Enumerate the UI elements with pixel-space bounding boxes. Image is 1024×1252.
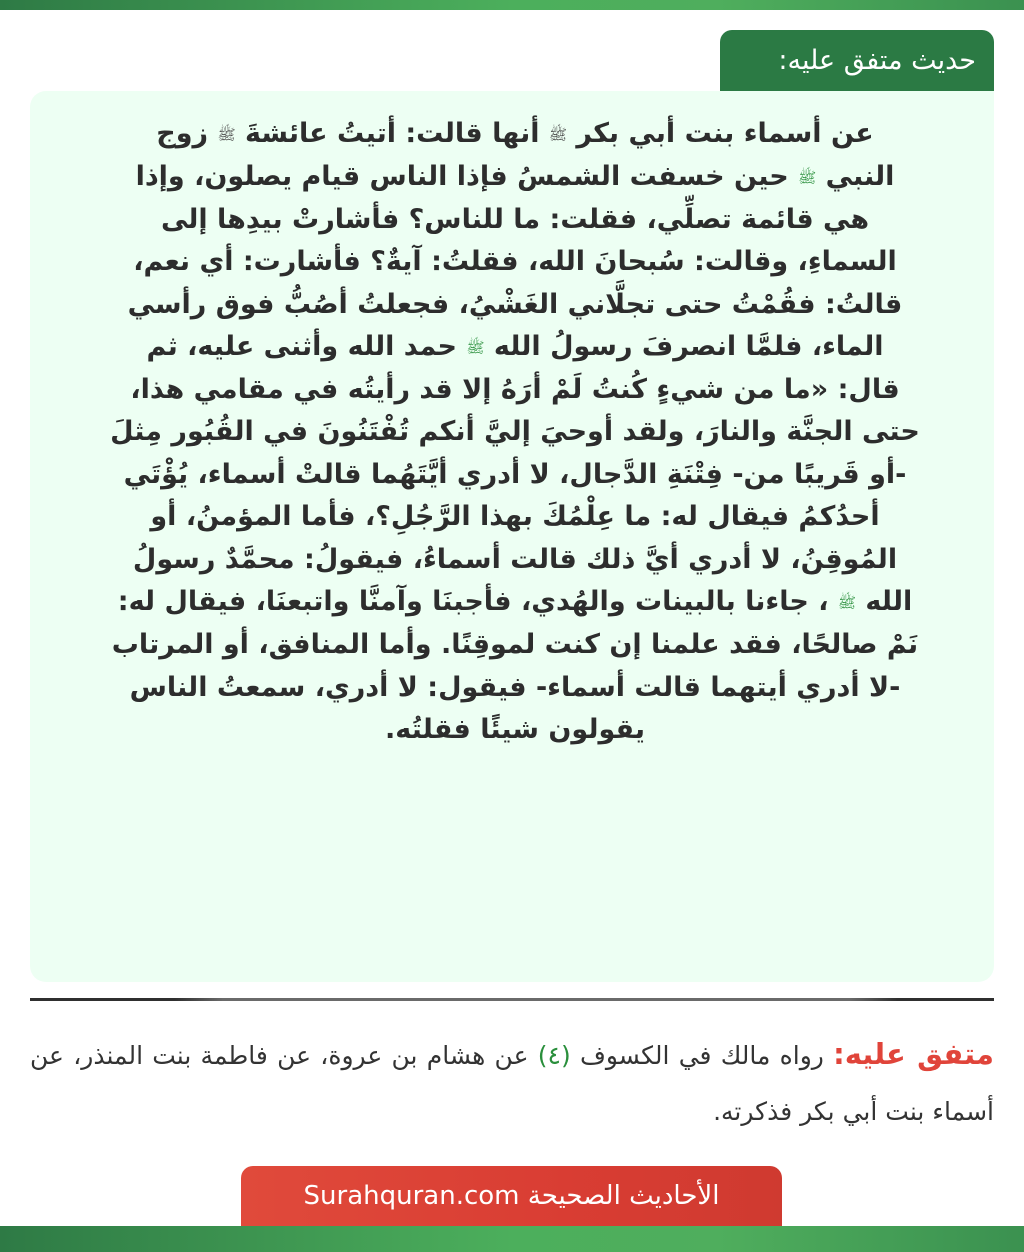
site-branding-label: الأحاديث الصحيحة Surahquran.com: [303, 1181, 720, 1211]
hadith-text-segment: الماء، فلمَّا انصرفَ رسولُ الله: [493, 331, 884, 362]
hadith-line: السماءِ، وقالت: سُبحانَ الله، فقلتُ: آيةٌ؟ فأشارت: أي نعم،: [133, 246, 897, 277]
hadith-line: قالتُ: فقُمْتُ حتى تجلَّاني الغَشْيُ، فجعلتُ أصُبُّ فوق رأسي: [127, 288, 903, 320]
reference-number: (٤): [537, 1041, 571, 1070]
hadith-line: [60, 113, 970, 156]
top-decorative-bar: [0, 0, 1024, 10]
hadith-text-segment: عن أسماء بنت أبي بكر: [576, 118, 874, 149]
bottom-decorative-bar: [0, 1226, 1024, 1252]
hadith-line: يقولون شيئًا فقلتُه.: [385, 714, 645, 745]
hadith-text-segment: زوج: [156, 118, 209, 149]
radiallahu-anha-icon: ﷺ: [217, 125, 236, 144]
takhrij-label: متفق عليه:: [833, 1037, 994, 1071]
salallahu-alayhi-wasallam-icon: ﷺ: [837, 593, 857, 612]
hadith-line: [60, 156, 970, 199]
hadith-line: -أو قَريبًا من- فِتْنَةِ الدَّجال، لا أدري أيَّتَهُما قالتْ أسماء، يُؤْتَي: [123, 458, 907, 490]
hadith-text-box: [30, 91, 994, 982]
takhrij-text: رواه مالك في الكسوف: [570, 1041, 834, 1070]
hadith-type-badge: [720, 30, 994, 92]
salallahu-alayhi-wasallam-icon: ﷺ: [798, 168, 817, 186]
hadith-body: [60, 113, 970, 752]
hadith-line: حتى الجنَّة والنارَ، ولقد أوحيَ إليَّ أنكم تُفْتَنُونَ في القُبُور مِثلَ: [110, 416, 920, 448]
hadith-line: [60, 581, 970, 624]
takhrij-paragraph: [30, 1026, 994, 1140]
hadith-text-segment: حمد الله وأثنى عليه، ثم: [146, 331, 457, 362]
hadith-line: -لا أدري أيتهما قالت أسماء- فيقول: لا أدري، سمعتُ الناس: [129, 671, 901, 703]
section-divider: [30, 998, 994, 1001]
hadith-text-segment: النبي: [825, 160, 895, 192]
hadith-line: هي قائمة تصلِّي، فقلت: ما للناس؟ فأشارتْ بيدِها إلى: [160, 203, 870, 235]
hadith-line: قال: «ما من شيءٍ كُنتُ لَمْ أرَهُ إلا قد رأيتُه في مقامي هذا،: [130, 373, 900, 405]
radiallahu-anhuma-icon: ﷺ: [548, 125, 568, 144]
salallahu-alayhi-wasallam-icon: ﷺ: [466, 338, 485, 357]
hadith-text-segment: الله: [865, 586, 913, 618]
takhrij-text: عن هشام بن عروة، عن فاطمة بنت المنذر، عن أسماء بنت أبي بكر فذكرته.: [30, 1041, 994, 1126]
hadith-text-segment: ، جاءنا بالبينات والهُدي، فأجبنَا وآمنَّا واتبعنَا، فيقال له:: [117, 586, 829, 618]
hadith-line: أحدُكمُ فيقال له: ما عِلْمُكَ بهذا الرَّجُلِ؟، فأما المؤمنُ، أو: [150, 501, 880, 533]
hadith-text-segment: حين خسفت الشمسُ فإذا الناس قيام يصلون، وإذا: [135, 160, 789, 192]
hadith-line: نَمْ صالحًا، فقد علمنا إن كنت لموقِنًا. وأما المنافق، أو المرتاب: [111, 629, 919, 660]
site-branding-badge: [241, 1166, 782, 1226]
hadith-text-segment: أنها قالت: أتيتُ عائشةَ: [245, 118, 540, 149]
hadith-type-label: حديث متفق عليه:: [778, 45, 976, 76]
hadith-line: [60, 326, 970, 369]
hadith-line: المُوقِنُ، لا أدري أيَّ ذلك قالت أسماءُ، فيقولُ: محمَّدٌ رسولُ: [132, 543, 898, 575]
